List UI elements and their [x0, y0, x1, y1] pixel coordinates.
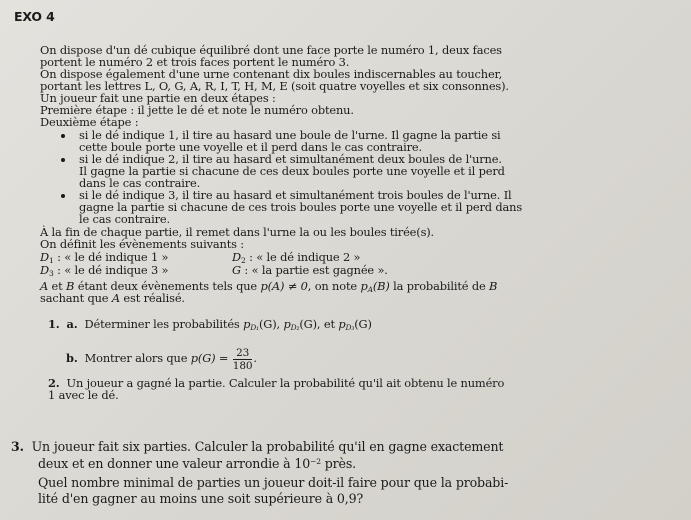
- bullet-2-line-3: dans le cas contraire.: [79, 176, 201, 190]
- bullet-dot-2: [61, 158, 65, 162]
- event-d3: $D_3$ : « le dé indique 3 »: [40, 263, 169, 278]
- after-line-1: À la fin de chaque partie, il remet dans l'urne la ou les boules tirée(s).: [40, 225, 435, 239]
- bullet-2-line-1: si le dé indique 2, il tire au hasard et simultanément deux boules de l'urne.: [79, 152, 502, 166]
- intro-line-3: On dispose également d'une urne contenant dix boules indiscernables au toucher,: [40, 67, 503, 81]
- after-line-2: On définit les évènements suivants :: [40, 237, 244, 251]
- bullet-1-line-1: si le dé indique 1, il tire au hasard une boule de l'urne. Il gagne la partie si: [79, 128, 501, 142]
- bullet-3-line-1: si le dé indique 3, il tire au hasard et simultanément trois boules de l'urne. Il: [79, 188, 512, 202]
- intro-line-4: portant les lettres L, O, G, A, R, I, T, H, M, E (soit quatre voyelles et six consonnes).: [40, 79, 509, 93]
- question-2-line-1: 2. Un joueur a gagné la partie. Calculer la probabilité qu'il ait obtenu le numéro: [48, 376, 505, 390]
- question-2-line-2: 1 avec le dé.: [48, 388, 119, 402]
- intro-line-6: Première étape : il jette le dé et note le numéro obtenu.: [40, 103, 354, 117]
- intro-line-1: On dispose d'un dé cubique équilibré dont une face porte le numéro 1, deux faces: [40, 43, 502, 57]
- bullet-3-line-3: le cas contraire.: [79, 212, 170, 226]
- exercise-title: EXO 4: [14, 9, 55, 24]
- question-3-line-1: 3. Un joueur fait six parties. Calculer la probabilité qu'il en gagne exactement: [11, 439, 504, 454]
- notation-line-1: A et B étant deux évènements tels que p(A) ≠ 0, on note $p_A(B)$ la probabilité de B: [40, 279, 498, 294]
- bullet-3-line-2: gagne la partie si chacune de ces trois boules porte une voyelle et il perd dans: [79, 200, 523, 214]
- intro-line-5: Un joueur fait une partie en deux étapes :: [40, 91, 276, 105]
- bullet-2-line-2: Il gagne la partie si chacune de ces deux boules porte une voyelle et il perd: [79, 164, 505, 178]
- fraction-23-180: $\frac{23}{180}$: [232, 346, 253, 372]
- event-d2: $D_2$ : « le dé indique 2 »: [232, 250, 361, 265]
- event-g: G : « la partie est gagnée ».: [232, 263, 388, 277]
- question-1b: b. Montrer alors que p(G) = $\frac{23}{180}$ .: [66, 346, 257, 372]
- event-d1: $D_1$ : « le dé indique 1 »: [40, 250, 169, 265]
- intro-line-7: Deuxième étape :: [40, 115, 139, 129]
- question-3-line-3: Quel nombre minimal de parties un joueur doit-il faire pour que la probabi-: [38, 475, 509, 490]
- question-1a: 1. a. Déterminer les probabilités $p_{D_1}(G)$, $p_{D_2}(G)$, et $p_{D_3}(G)$: [48, 317, 372, 332]
- bullet-dot-3: [61, 194, 65, 198]
- notation-line-2: sachant que A est réalisé.: [40, 291, 185, 305]
- question-3-line-2: deux et en donner une valeur arrondie à $10^{-2}$ près.: [38, 456, 356, 471]
- question-3-line-4: lité d'en gagner au moins une soit supérieure à 0,9?: [38, 491, 364, 506]
- bullet-1-line-2: cette boule porte une voyelle et il perd dans le cas contraire.: [79, 140, 422, 154]
- intro-line-2: portent le numéro 2 et trois faces portent le numéro 3.: [40, 55, 350, 69]
- bullet-dot-1: [61, 134, 65, 138]
